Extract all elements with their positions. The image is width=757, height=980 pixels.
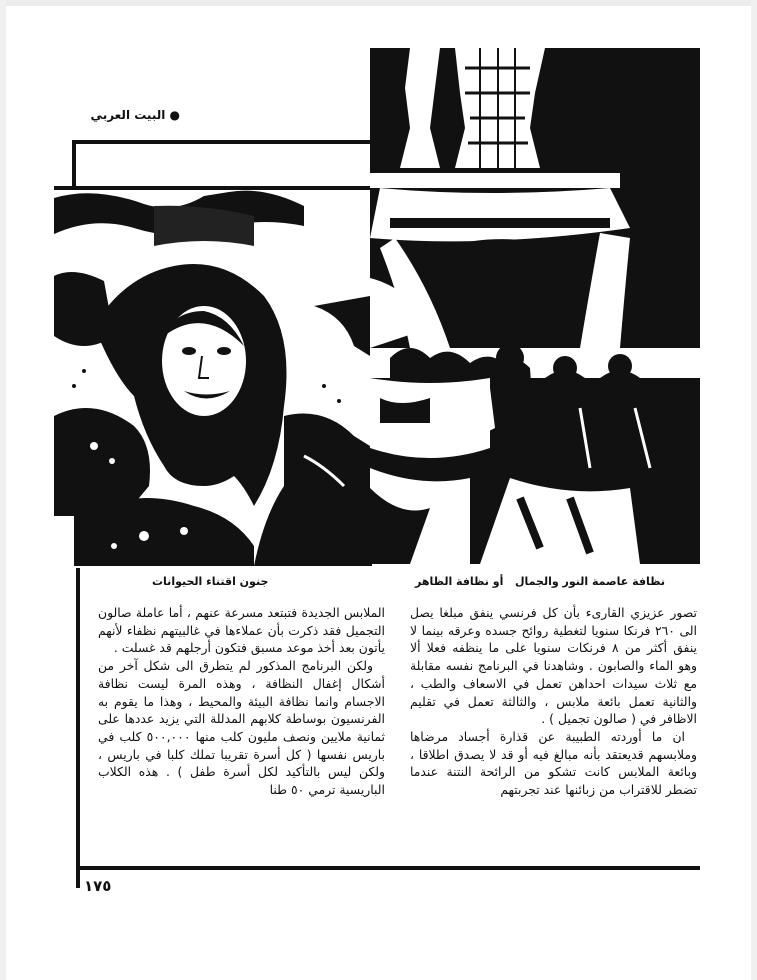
photo-left-caption: جنون اقتناء الحيوانات bbox=[152, 575, 269, 588]
photo-woman-with-dog bbox=[54, 186, 372, 566]
paragraph: الملابس الجديدة فتبتعد مسرعة عنهم ، أما عاملة صالون التجميل فقد ذكرت بأن عملاءها في غالبيتهم نظفاء لأنهم يأتون بعد أخذ موعد مسبق فتكون أرجلهم قد غسلت . bbox=[98, 605, 385, 656]
paragraph: ان ما أوردته الطبيبة عن قذارة أجساد مرضاها وملابسهم قديعتقد بأنه مبالغ فيه أو قد لا يصدق اطلاقا ، وبائعة الملابس كانت تشكو من الرائحة النتنة عندما تضطر للاقتراب من زبائنها عند تجربتهم bbox=[410, 728, 697, 798]
article-column-left bbox=[98, 604, 385, 864]
paragraph: تصور عزيزي القارىء بأن كل فرنسي ينفق مبلغا يصل الى ٢٦٠ فرنكا سنويا لتغطية روائح جسده وعرقه بينما لا ينفق أكثر من ٨ فرنكات سنويا على ما ينظفه فعلا ألا وهو الماء والصابون . وشاهدنا في البرنامج نفسه مقابلة مع ثلاث سيدات احداهن تعمل في الاسعاف والطب ، والثانية تعمل بائعة ملابس ، والثالثة تعمل في تقليم الاظافر في ( صالون تجميل ) . bbox=[410, 605, 697, 727]
paragraph: ولكن البرنامج المذكور لم يتطرق الى شكل آخر من أشكال إغفال النظافة ، وهذه المرة ليست نظافة الاجسام وانما نظافة البيئة والمحيط ، وهذا ما يقوم به الفرنسيون بوساطة كلابهم المدللة التي يزيد عددها على ثمانية ملايين ونصف مليون كلب منها ٥٠٠,٠٠٠ كلب في باريس نفسها ( كل أسرة تقريبا تملك كلبا في باريس ، ولكن ليس بالتأكيد لكل أسرة طفل ) . هذه الكلاب الباريسية ترمي ٥٠ طنا bbox=[98, 658, 385, 798]
photo-right-caption: نظافة عاصمة النور والجمال bbox=[515, 575, 665, 588]
scan-border-left bbox=[0, 0, 6, 980]
page-number: ١٧٥ bbox=[84, 877, 112, 895]
scan-border-top bbox=[0, 0, 757, 6]
scan-border-right bbox=[751, 0, 757, 980]
header-rule-vertical bbox=[72, 140, 76, 186]
article-column-right bbox=[410, 604, 697, 864]
frame-rule-bottom bbox=[76, 866, 700, 870]
photo-right-subcaption: أو نظافة الظاهر bbox=[415, 575, 504, 588]
photo-paris-street bbox=[370, 48, 700, 564]
frame-rule-left bbox=[76, 568, 80, 888]
header-rule bbox=[72, 140, 374, 144]
section-header: ● البيت العربي bbox=[90, 108, 180, 122]
